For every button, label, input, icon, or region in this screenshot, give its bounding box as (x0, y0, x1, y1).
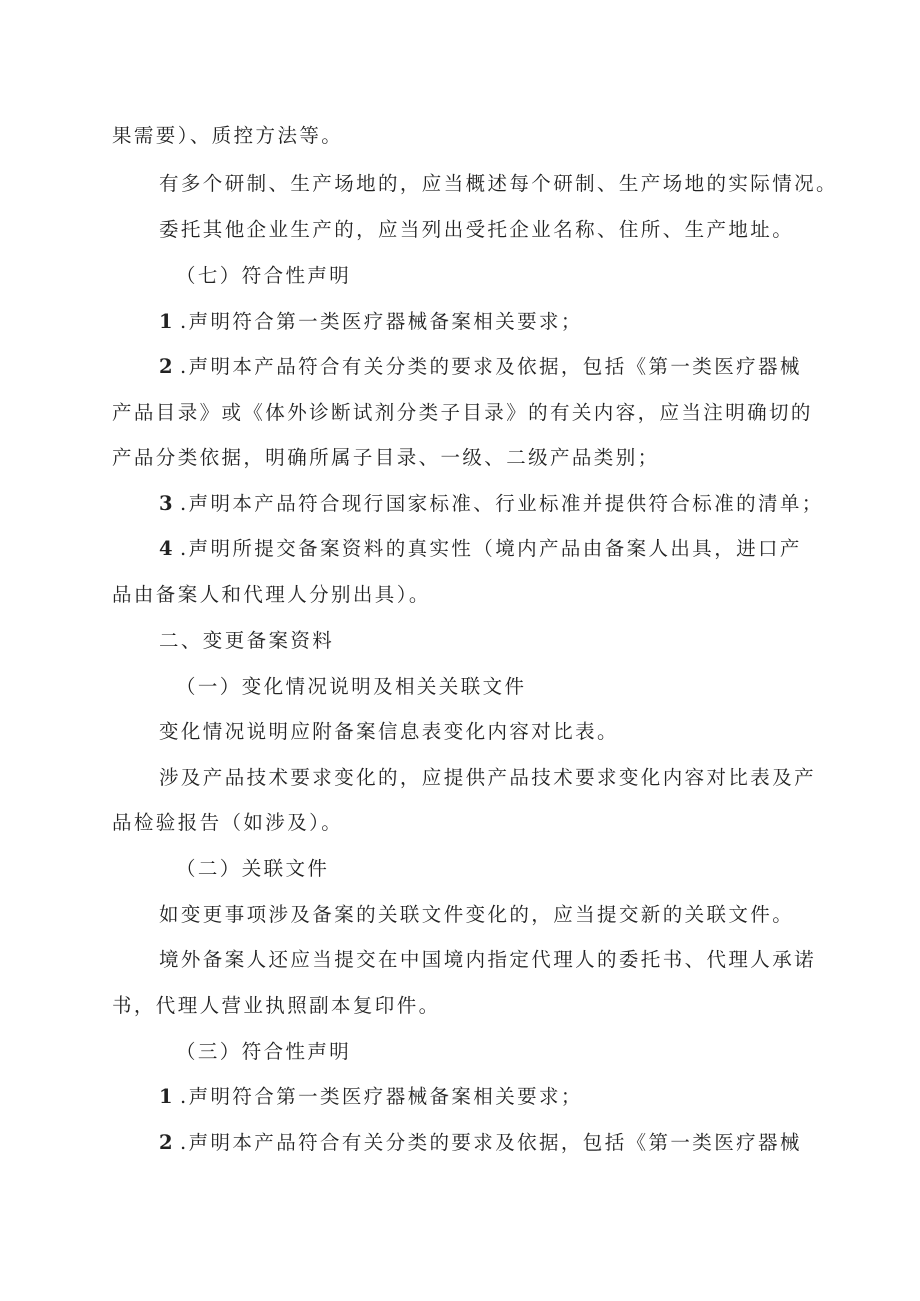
list-item-number: 1 (159, 1085, 175, 1108)
list-item-text: .声明符合第一类医疗器械备案相关要求； (180, 310, 583, 333)
list-item-number: 3 (159, 492, 175, 515)
paragraph-line: 书，代理人营业执照副本复印件。 (112, 994, 441, 1017)
subsection-heading: （三）符合性声明 (176, 1040, 352, 1063)
list-item-number: 4 (159, 537, 175, 560)
paragraph-line: 委托其他企业生产的，应当列出受托企业名称、住所、生产地址。 (159, 218, 795, 241)
list-item-number: 2 (159, 355, 175, 378)
paragraph-line: 如变更事项涉及备案的关联文件变化的，应当提交新的关联文件。 (159, 903, 795, 926)
list-item-number: 2 (159, 1131, 175, 1154)
list-item-text: .声明本产品符合有关分类的要求及依据，包括《第一类医疗器械 (180, 355, 802, 378)
paragraph-line: 有多个研制、生产场地的，应当概述每个研制、生产场地的实际情况。 (159, 172, 838, 195)
paragraph-line: 品由备案人和代理人分别出具）。 (112, 583, 431, 606)
paragraph-line: 果需要）、质控方法等。 (112, 124, 344, 147)
list-item-text: .声明符合第一类医疗器械备案相关要求； (180, 1085, 583, 1108)
subsection-heading: （二）关联文件 (176, 857, 330, 880)
paragraph-line: 产品分类依据，明确所属子目录、一级、二级产品类别； (112, 446, 660, 469)
list-item-text: .声明所提交备案资料的真实性（境内产品由备案人出具，进口产 (180, 537, 802, 560)
paragraph-line: 涉及产品技术要求变化的，应提供产品技术要求变化内容对比表及产 (159, 766, 817, 789)
subsection-heading: （一）变化情况说明及相关关联文件 (176, 675, 527, 698)
paragraph-line: 品检验报告（如涉及）。 (112, 811, 344, 834)
paragraph-line: 境外备案人还应当提交在中国境内指定代理人的委托书、代理人承诺 (159, 948, 817, 971)
paragraph-line: 产品目录》或《体外诊断试剂分类子目录》的有关内容，应当注明确切的 (112, 401, 813, 424)
section-heading: 二、变更备案资料 (159, 629, 335, 652)
section-heading: （七）符合性声明 (176, 264, 352, 287)
paragraph-line: 变化情况说明应附备案信息表变化内容对比表。 (159, 720, 619, 743)
list-item-text: .声明本产品符合有关分类的要求及依据，包括《第一类医疗器械 (180, 1131, 802, 1154)
list-item-number: 1 (159, 310, 175, 333)
list-item-text: .声明本产品符合现行国家标准、行业标准并提供符合标准的清单； (180, 492, 824, 515)
